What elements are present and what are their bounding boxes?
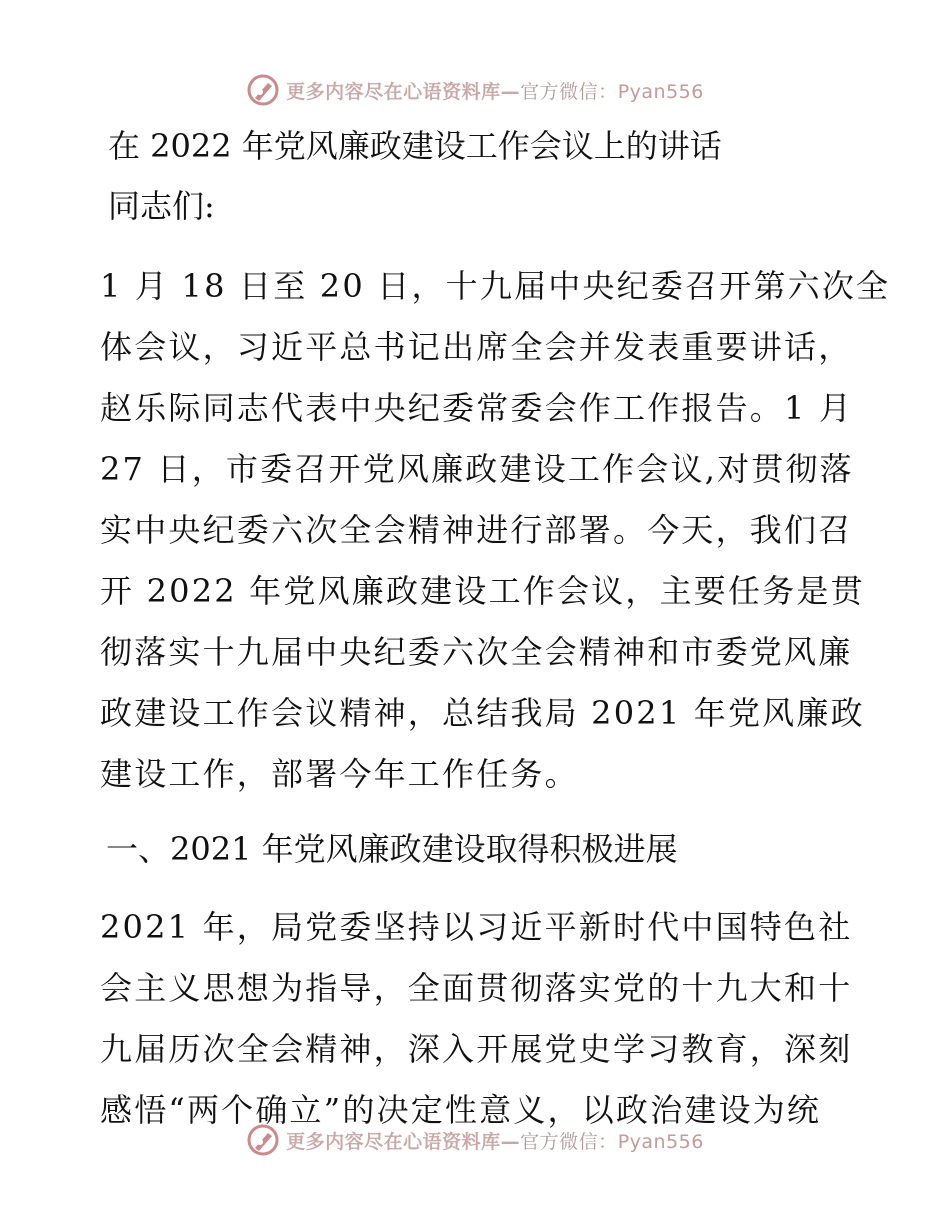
header-watermark [0, 70, 950, 110]
document-page [100, 122, 891, 1161]
paragraph-line: 会主义思想为指导，全面贯彻落实党的十九大和十 [100, 969, 853, 1007]
watermark-official: 官方微信： [520, 80, 618, 103]
paragraph-line: 开 2022 年党风廉政建设工作会议，主要任务是贯 [100, 572, 865, 610]
pen-logo-icon [246, 1123, 280, 1157]
paragraph-1 [100, 256, 891, 805]
paragraph-line: 1 月 18 日至 20 日，十九届中央纪委召开第六次全 [100, 267, 891, 305]
paragraph-line: 政建设工作会议精神，总结我局 2021 年党风廉政 [100, 694, 865, 732]
watermark-prefix: 更多内容尽在心语资料库 [286, 1130, 501, 1153]
paragraph-line: 赵乐际同志代表中央纪委常委会作工作报告。1 月 [100, 389, 854, 427]
paragraph-2 [100, 897, 853, 1141]
paragraph-line: 体会议，习近平总书记出席全会并发表重要讲话， [100, 328, 853, 366]
paragraph-line: 2021 年，局党委坚持以习近平新时代中国特色社 [100, 908, 853, 946]
paragraph-line: 27 日，市委召开党风廉政建设工作会议,对贯彻落 [100, 450, 854, 488]
watermark-separator: — [500, 80, 521, 103]
footer-watermark [0, 1120, 950, 1160]
watermark-wechat-id: Pyan556 [617, 80, 704, 103]
watermark-text [286, 1127, 704, 1154]
paragraph-line: 建设工作，部署今年工作任务。 [100, 755, 579, 793]
paragraph-line: 实中央纪委六次全会精神进行部署。今天，我们召 [100, 511, 853, 549]
section-heading-1: 一、2021 年党风廉政建设取得积极进展 [106, 830, 678, 868]
paragraph-line: 彻落实十九届中央纪委六次全会精神和市委党风廉 [100, 633, 853, 671]
watermark-separator: — [500, 1130, 521, 1153]
watermark-official: 官方微信： [520, 1130, 618, 1153]
document-title: 在 2022 年党风廉政建设工作会议上的讲话 [108, 127, 722, 165]
paragraph-line: 感悟“两个确立”的决定性意义，以政治建设为统 [100, 1091, 822, 1129]
watermark-prefix: 更多内容尽在心语资料库 [286, 80, 501, 103]
pen-logo-icon [246, 73, 280, 107]
paragraph-line: 九届历次全会精神，深入开展党史学习教育，深刻 [100, 1030, 853, 1068]
salutation: 同志们: [108, 187, 215, 225]
watermark-text [286, 77, 704, 104]
watermark-wechat-id: Pyan556 [617, 1130, 704, 1153]
